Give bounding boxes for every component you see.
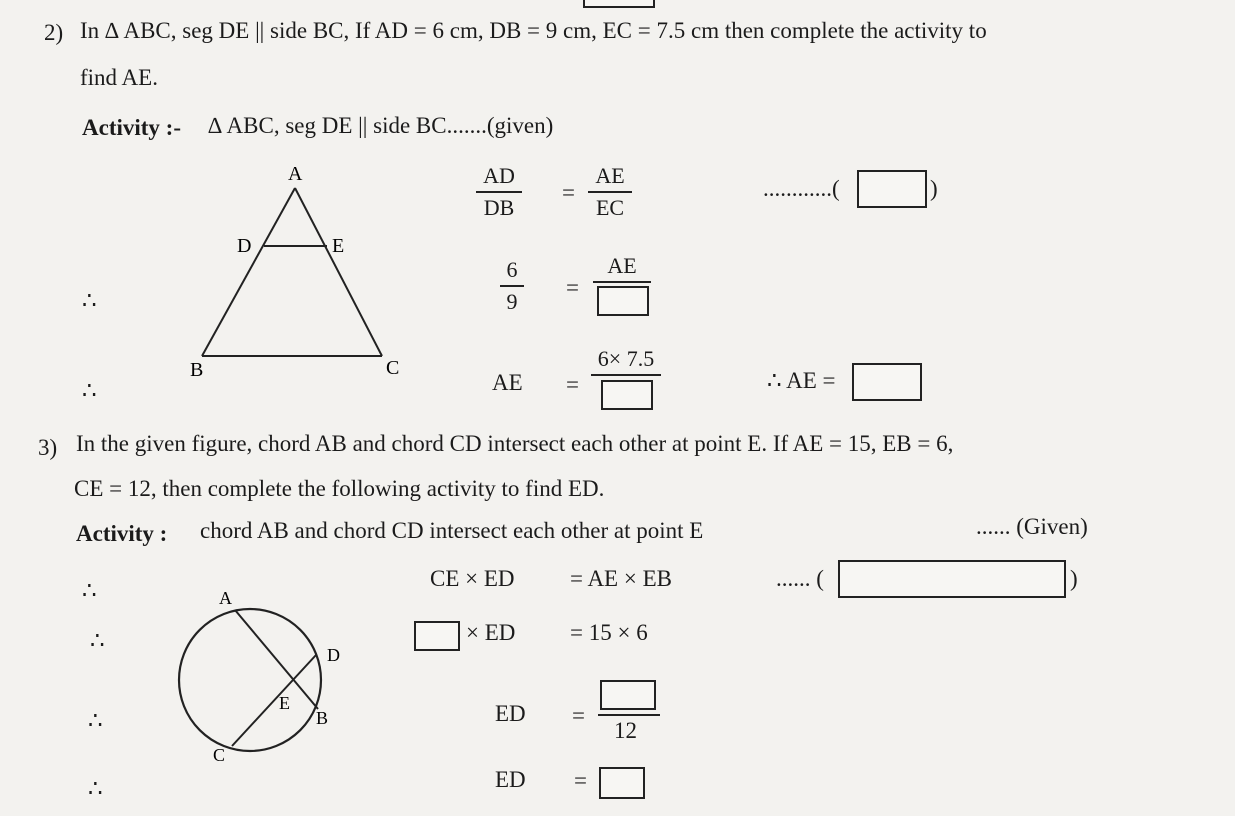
q2-ae-answer-box[interactable] <box>852 363 922 401</box>
q2-therefore-1: ∴ <box>82 288 97 313</box>
triangle-label-d: D <box>237 235 252 257</box>
q2-eq2-equals: = <box>566 275 579 300</box>
q3-eq3-denominator: 12 <box>614 718 637 743</box>
q3-activity-text: chord AB and chord CD intersect each other at point E <box>200 518 704 543</box>
q2-reason-answer-box[interactable] <box>857 170 927 208</box>
q3-eq3-equals: = <box>572 703 585 728</box>
q2-eq1-ae: AE <box>595 163 625 188</box>
q2-eq2-denominator-box[interactable] <box>597 286 649 316</box>
q2-number: 2) <box>44 20 64 45</box>
q3-eq2-left-suffix: × ED <box>466 620 516 645</box>
q3-number: 3) <box>38 435 58 460</box>
q3-therefore-4: ∴ <box>88 776 103 801</box>
q2-eq2-ae: AE <box>607 253 637 278</box>
q3-therefore-1: ∴ <box>82 578 97 603</box>
q3-activity-label: Activity : <box>76 521 168 546</box>
q3-statement-line2: CE = 12, then complete the following activity to find ED. <box>74 476 605 501</box>
q2-eq1-reason-dots: ............( <box>763 176 840 201</box>
q2-eq2-nine: 9 <box>506 289 518 314</box>
circle-label-a: A <box>219 588 232 608</box>
q2-eq1-equals: = <box>562 180 575 205</box>
q2-eq3-equals: = <box>566 372 579 397</box>
q3-statement-line1: In the given figure, chord AB and chord CD intersect each other at point E. If AE = 15, EB = 6, <box>76 431 954 456</box>
triangle-abc-figure <box>180 158 420 388</box>
q3-given: ...... (Given) <box>976 514 1088 539</box>
triangle-label-c: C <box>386 357 400 379</box>
q2-result-label: ∴ AE = <box>767 368 836 393</box>
circle-label-b: B <box>316 708 329 728</box>
top-answer-box-fragment <box>583 0 655 8</box>
q3-ce-value-box[interactable] <box>414 621 460 651</box>
q3-eq1-left: CE × ED <box>430 566 515 591</box>
q2-statement-line2: find AE. <box>80 65 158 90</box>
circle-label-c: C <box>213 745 226 765</box>
q3-eq3-numerator-box[interactable] <box>600 680 656 710</box>
q2-eq3-right-fraction <box>591 346 661 378</box>
q2-eq1-ad: AD <box>483 163 515 188</box>
q3-ed-answer-box[interactable] <box>599 767 645 799</box>
q2-eq1-right-fraction <box>588 163 632 221</box>
triangle-label-b: B <box>190 359 204 381</box>
q2-therefore-2: ∴ <box>82 378 97 403</box>
circle-chords-figure <box>170 583 350 773</box>
q2-eq3-ae: AE <box>492 370 523 395</box>
q2-statement-line1: In ∆ ABC, seg DE || side BC, If AD = 6 cm, DB = 9 cm, EC = 7.5 cm then complete the activity to <box>80 18 987 43</box>
q3-eq4-ed: ED <box>495 767 526 792</box>
q2-eq1-left-fraction <box>476 163 522 221</box>
q3-therefore-2: ∴ <box>90 628 105 653</box>
triangle-label-e: E <box>332 235 345 257</box>
q3-eq1-reason-close: ) <box>1070 566 1078 591</box>
q3-eq3-fraction-bar <box>598 714 660 716</box>
q3-eq2-right: = 15 × 6 <box>570 620 648 645</box>
q2-activity-label: Activity :- <box>82 115 181 140</box>
q2-eq2-left-fraction <box>500 257 524 315</box>
q3-eq1-right: = AE × EB <box>570 566 672 591</box>
q3-therefore-3: ∴ <box>88 708 103 733</box>
q2-eq2-right-fraction <box>593 253 651 285</box>
q3-eq3-ed: ED <box>495 701 526 726</box>
q3-eq1-reason-dots: ...... ( <box>776 566 824 591</box>
q3-eq4-equals: = <box>574 768 587 793</box>
q2-eq1-db: DB <box>483 195 515 220</box>
q2-activity-text: ∆ ABC, seg DE || side BC.......(given) <box>208 113 554 138</box>
triangle-label-a: A <box>288 163 303 185</box>
q3-reason-answer-box[interactable] <box>838 560 1066 598</box>
q2-eq3-numerator: 6× 7.5 <box>597 346 655 371</box>
q2-eq3-denominator-box[interactable] <box>601 380 653 410</box>
q2-eq2-six: 6 <box>506 257 518 282</box>
q2-eq1-reason-close: ) <box>930 176 938 201</box>
circle-label-e: E <box>279 693 290 713</box>
q2-eq1-ec: EC <box>595 195 625 220</box>
circle-label-d: D <box>327 645 340 665</box>
